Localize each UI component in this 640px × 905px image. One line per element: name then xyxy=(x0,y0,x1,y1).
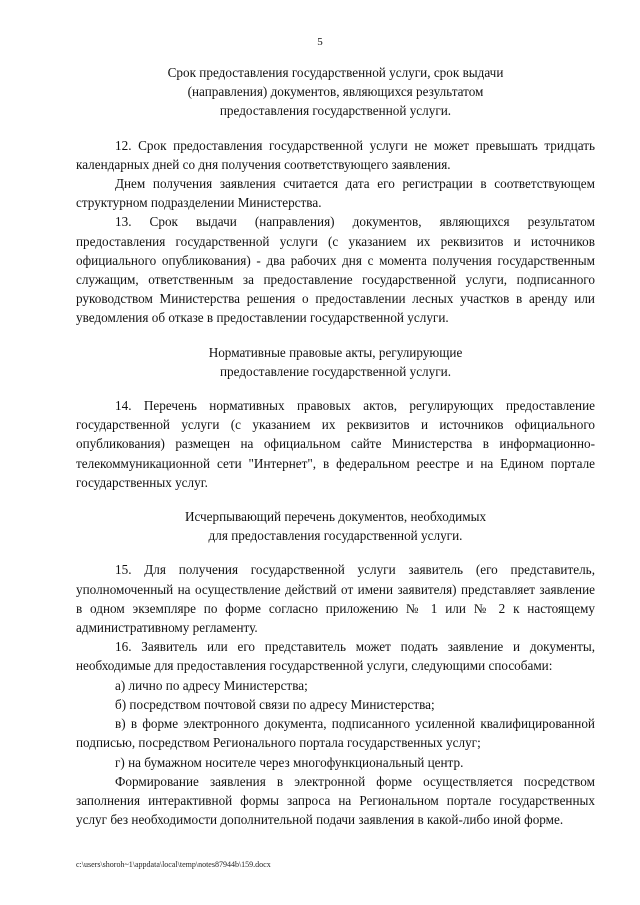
heading-line: Нормативные правовые акты, регулирующие xyxy=(208,344,463,360)
paragraph-electronic-form: Формирование заявления в электронной форме осуществляется посредством заполнения интерактивной формы запроса на Региональном портале государственных услуг без необходимости дополнительной подачи заявления в какой-либо иной форме. xyxy=(76,773,595,828)
heading-line: для предоставления государственной услуги. xyxy=(208,528,463,544)
paragraph-15: 15. Для получения государственной услуги заявитель (его представитель, уполномоченный на осуществление действий от имени заявителя) представляет заявление в одном экземпляре по форме согласно приложению № 1 или № 2 к настоящему административному регламенту. xyxy=(76,562,595,636)
section-heading-legal-acts xyxy=(76,343,595,381)
heading-line: предоставление государственной услуги. xyxy=(219,363,451,379)
heading-line: предоставления государственной услуги. xyxy=(219,103,452,119)
list-item-g: г) на бумажном носителе через многофункциональный центр. xyxy=(115,754,464,770)
paragraph-13: 13. Срок выдачи (направления) документов, являющихся результатом предоставления государственной услуги (с указанием их реквизитов и источников официального опубликования) - два рабочих дня с момента получения государственным служащим, ответственным за предоставление государственной услуги, подписанного руководством Министерства решения о предоставлении лесных участков в аренду или уведомления об отказе в предоставлении государственной услуги. xyxy=(76,214,595,326)
heading-line: Исчерпывающий перечень документов, необходимых xyxy=(184,509,487,525)
document-body xyxy=(76,63,595,829)
list-item-v: в) в форме электронного документа, подписанного усиленной квалифицированной подписью, посредством Регионального портала государственных услуг; xyxy=(76,716,595,751)
paragraph-14: 14. Перечень нормативных правовых актов, регулирующих предоставление государственной услуги (с указанием их реквизитов и источников официального опубликования) размещен на официальном сайте Министерства в информационно-телекоммуникационной сети "Интернет", в федеральном реестре и на Едином портале государственных услуг. xyxy=(76,398,595,490)
heading-line: Срок предоставления государственной услуги, срок выдачи xyxy=(167,65,504,80)
page-number: 5 xyxy=(317,36,323,48)
paragraph-12: 12. Срок предоставления государственной услуги не может превышать тридцать календарных дней со дня получения соответствующего заявления. xyxy=(76,137,595,172)
list-item-a: а) лично по адресу Министерства; xyxy=(115,677,308,693)
paragraph-registration-day: Днем получения заявления считается дата его регистрации в соответствующем структурном подразделении Министерства. xyxy=(76,176,595,211)
footer-file-path: c:\users\shoroh~1\appdata\local\temp\notes87944b\159.docx xyxy=(76,860,271,869)
paragraph-16: 16. Заявитель или его представитель может подать заявление и документы, необходимые для предоставления государственной услуги, следующими способами: xyxy=(76,639,595,674)
section-heading-term xyxy=(76,63,595,121)
list-item-b: б) посредством почтовой связи по адресу Министерства; xyxy=(115,696,435,712)
heading-line: (направления) документов, являющихся результатом xyxy=(187,84,484,100)
section-heading-documents xyxy=(76,507,595,545)
